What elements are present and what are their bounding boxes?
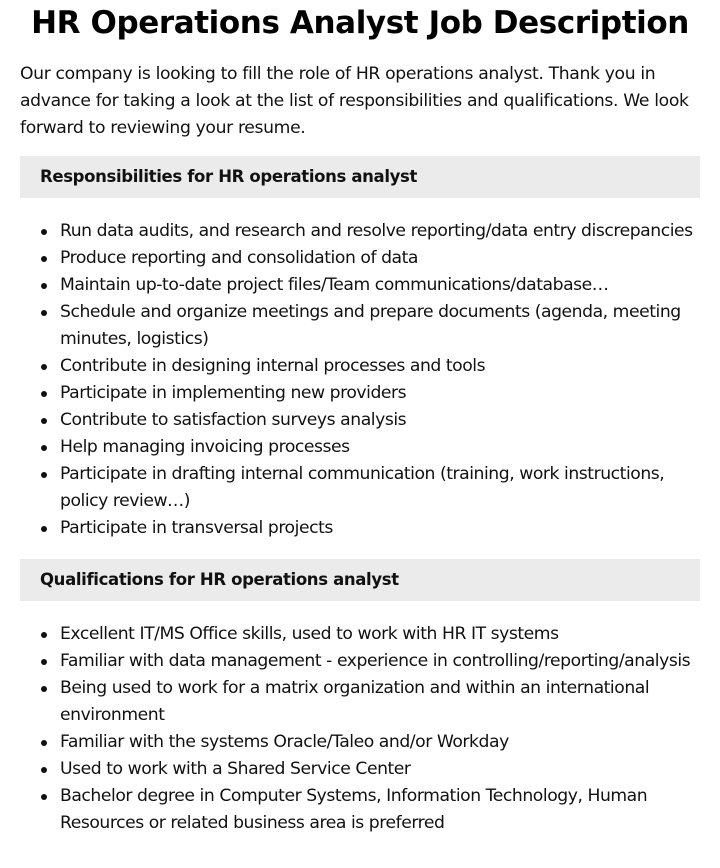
list-item: Bachelor degree in Computer Systems, Information Technology, Human Resources or related business area is preferred xyxy=(60,783,700,837)
list-item: Participate in transversal projects xyxy=(60,515,700,542)
bullet-icon xyxy=(41,632,47,638)
list-item: Used to work with a Shared Service Center xyxy=(60,756,700,783)
list-item: Contribute to satisfaction surveys analysis xyxy=(60,407,700,434)
list-item: Produce reporting and consolidation of data xyxy=(60,245,700,272)
responsibilities-list xyxy=(20,218,700,542)
list-item: Contribute in designing internal processes and tools xyxy=(60,353,700,380)
bullet-icon xyxy=(41,526,47,532)
bullet-icon xyxy=(41,229,47,235)
bullet-icon xyxy=(41,794,47,800)
list-item: Participate in implementing new providers xyxy=(60,380,700,407)
list-item: Familiar with data management - experience in controlling/reporting/analysis xyxy=(60,648,700,675)
bullet-icon xyxy=(41,310,47,316)
list-item: Familiar with the systems Oracle/Taleo and/or Workday xyxy=(60,729,700,756)
bullet-icon xyxy=(41,659,47,665)
page-title: HR Operations Analyst Job Description xyxy=(31,5,689,41)
bullet-icon xyxy=(41,418,47,424)
list-item: Schedule and organize meetings and prepare documents (agenda, meeting minutes, logistics) xyxy=(60,299,700,353)
bullet-icon xyxy=(41,472,47,478)
list-item: Being used to work for a matrix organization and within an international environment xyxy=(60,675,700,729)
list-item: Run data audits, and research and resolve reporting/data entry discrepancies xyxy=(60,218,700,245)
bullet-icon xyxy=(41,364,47,370)
bullet-icon xyxy=(41,256,47,262)
qualifications-header: Qualifications for HR operations analyst xyxy=(20,559,700,601)
bullet-icon xyxy=(41,740,47,746)
list-item: Excellent IT/MS Office skills, used to work with HR IT systems xyxy=(60,621,700,648)
list-item: Help managing invoicing processes xyxy=(60,434,700,461)
bullet-icon xyxy=(41,686,47,692)
bullet-icon xyxy=(41,283,47,289)
qualifications-list xyxy=(20,621,700,837)
intro-paragraph: Our company is looking to fill the role of HR operations analyst. Thank you in advance for taking a look at the list of responsibilities and qualifications. We look forward to reviewing your resume. xyxy=(20,64,689,138)
list-item: Participate in drafting internal communication (training, work instructions, policy review…) xyxy=(60,461,700,515)
bullet-icon xyxy=(41,391,47,397)
bullet-icon xyxy=(41,767,47,773)
bullet-icon xyxy=(41,445,47,451)
responsibilities-header: Responsibilities for HR operations analyst xyxy=(20,156,700,198)
list-item: Maintain up-to-date project files/Team communications/database… xyxy=(60,272,700,299)
